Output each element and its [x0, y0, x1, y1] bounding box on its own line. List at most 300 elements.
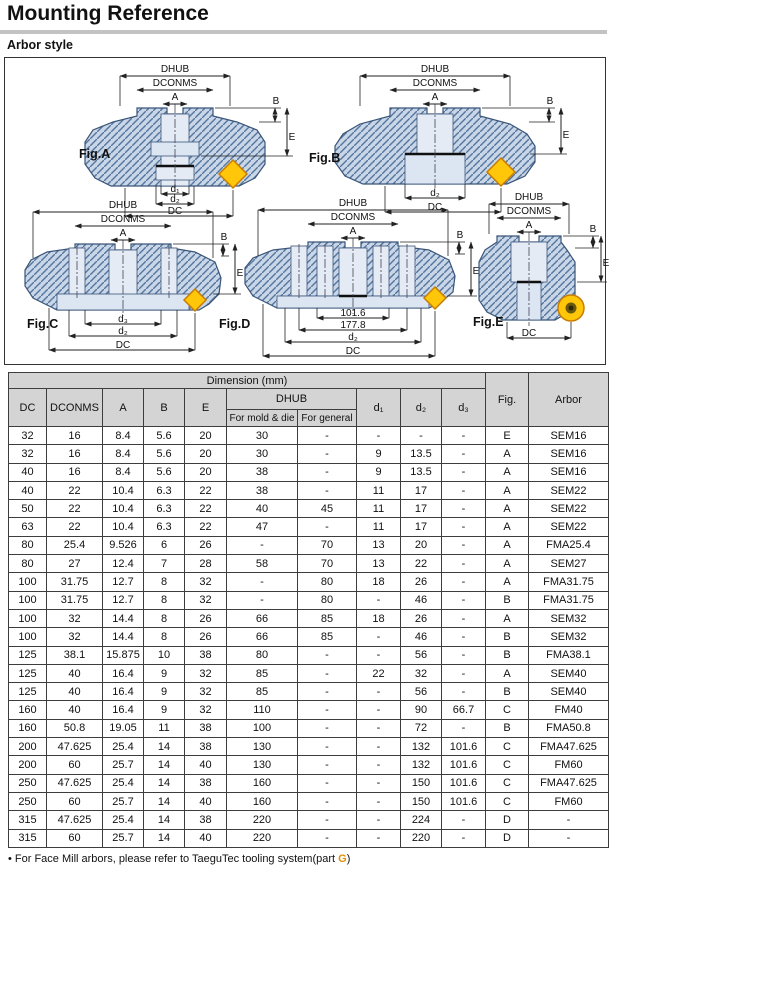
svg-text:DC: DC: [521, 328, 537, 339]
table-cell: 40: [227, 500, 298, 518]
table-cell: -: [442, 573, 486, 591]
svg-text:A: A: [431, 92, 439, 103]
table-cell: 132: [401, 738, 442, 756]
table-cell: 40: [9, 463, 47, 481]
table-cell: -: [298, 756, 357, 774]
table-cell: 10.4: [103, 500, 144, 518]
table-cell: FM40: [529, 701, 609, 719]
svg-text:d₁: d₁: [170, 184, 180, 195]
svg-text:B: B: [589, 224, 597, 235]
table-cell: 160: [9, 719, 47, 737]
table-cell: -: [442, 591, 486, 609]
table-cell: 6.3: [144, 518, 185, 536]
fig-c-diagram: [13, 198, 243, 363]
table-cell: FM60: [529, 792, 609, 810]
table-cell: -: [298, 646, 357, 664]
col-header-dhub-general: For general: [298, 410, 357, 427]
table-cell: -: [357, 427, 401, 445]
table-cell: 16: [47, 463, 103, 481]
table-cell: 250: [9, 774, 47, 792]
svg-text:DHUB: DHUB: [108, 200, 138, 211]
table-row: [9, 609, 609, 627]
table-cell: 10: [144, 646, 185, 664]
table-cell: 60: [47, 792, 103, 810]
table-cell: 22: [357, 664, 401, 682]
table-cell: B: [486, 591, 529, 609]
table-cell: 17: [401, 481, 442, 499]
table-cell: 30: [227, 445, 298, 463]
table-row: [9, 628, 609, 646]
table-cell: 130: [227, 738, 298, 756]
table-cell: C: [486, 738, 529, 756]
table-cell: 18: [357, 609, 401, 627]
table-cell: 70: [298, 536, 357, 554]
table-row: [9, 719, 609, 737]
table-cell: 5.6: [144, 463, 185, 481]
table-header: [9, 373, 609, 427]
svg-text:DHUB: DHUB: [338, 198, 368, 209]
table-cell: 45: [298, 500, 357, 518]
table-cell: 72: [401, 719, 442, 737]
table-cell: -: [442, 555, 486, 573]
table-cell: 32: [9, 427, 47, 445]
table-cell: A: [486, 555, 529, 573]
table-cell: 101.6: [442, 774, 486, 792]
table-cell: D: [486, 811, 529, 829]
table-row: [9, 756, 609, 774]
table-cell: 110: [227, 701, 298, 719]
col-header-a: A: [103, 389, 144, 427]
table-cell: 47.625: [47, 811, 103, 829]
svg-text:A: A: [525, 220, 533, 231]
table-cell: 31.75: [47, 591, 103, 609]
table-cell: 150: [401, 774, 442, 792]
table-row: [9, 774, 609, 792]
table-cell: 26: [401, 573, 442, 591]
table-cell: 32: [185, 701, 227, 719]
table-cell: A: [486, 463, 529, 481]
svg-text:A: A: [349, 226, 357, 237]
table-cell: 16.4: [103, 683, 144, 701]
col-header-dconms: DCONMS: [47, 389, 103, 427]
table-row: [9, 792, 609, 810]
table-cell: 40: [47, 664, 103, 682]
table-cell: 14: [144, 829, 185, 847]
table-cell: 22: [47, 500, 103, 518]
table-cell: 38.1: [47, 646, 103, 664]
table-cell: -: [442, 683, 486, 701]
table-cell: C: [486, 792, 529, 810]
table-cell: -: [298, 683, 357, 701]
svg-text:E: E: [236, 268, 244, 279]
table-cell: 6.3: [144, 500, 185, 518]
table-cell: 100: [9, 628, 47, 646]
table-cell: A: [486, 500, 529, 518]
table-cell: B: [486, 628, 529, 646]
table-cell: 13.5: [401, 463, 442, 481]
table-cell: -: [357, 792, 401, 810]
table-cell: 27: [47, 555, 103, 573]
table-cell: -: [298, 719, 357, 737]
table-cell: A: [486, 573, 529, 591]
col-header-dhub: DHUB: [227, 389, 357, 410]
dimension-table: [8, 372, 609, 848]
table-cell: 22: [185, 481, 227, 499]
table-cell: 100: [227, 719, 298, 737]
svg-text:101.6: 101.6: [340, 308, 366, 319]
table-cell: 17: [401, 500, 442, 518]
table-cell: 22: [185, 500, 227, 518]
table-cell: 200: [9, 738, 47, 756]
table-cell: A: [486, 518, 529, 536]
svg-text:E: E: [602, 258, 610, 269]
table-cell: SEM40: [529, 683, 609, 701]
table-cell: 40: [185, 792, 227, 810]
table-cell: 70: [298, 555, 357, 573]
table-cell: 14.4: [103, 628, 144, 646]
svg-text:d₃: d₃: [118, 314, 128, 325]
table-cell: 80: [298, 573, 357, 591]
table-cell: -: [442, 481, 486, 499]
table-cell: 85: [298, 628, 357, 646]
table-cell: 100: [9, 591, 47, 609]
table-cell: 15.875: [103, 646, 144, 664]
footnote-text: • For Face Mill arbors, please refer to TaeguTec tooling system(part: [8, 853, 339, 865]
table-cell: 66: [227, 628, 298, 646]
table-cell: 85: [227, 683, 298, 701]
table-cell: -: [442, 518, 486, 536]
svg-text:E: E: [562, 130, 570, 141]
fig-e-label: Fig.E: [473, 315, 504, 329]
table-row: [9, 500, 609, 518]
table-cell: 38: [185, 719, 227, 737]
table-cell: 12.4: [103, 555, 144, 573]
table-cell: SEM27: [529, 555, 609, 573]
fig-d-label: Fig.D: [219, 317, 251, 331]
table-cell: 220: [401, 829, 442, 847]
table-row: [9, 518, 609, 536]
table-cell: -: [357, 774, 401, 792]
table-cell: 18: [357, 573, 401, 591]
table-cell: 80: [298, 591, 357, 609]
table-cell: 40: [47, 683, 103, 701]
table-cell: 28: [185, 555, 227, 573]
table-cell: 50: [9, 500, 47, 518]
svg-text:DCONMS: DCONMS: [100, 214, 146, 225]
table-cell: 14: [144, 811, 185, 829]
table-row: [9, 591, 609, 609]
col-header-d1: d₁: [357, 389, 401, 427]
table-cell: 30: [227, 427, 298, 445]
table-cell: 85: [298, 609, 357, 627]
table-row: [9, 463, 609, 481]
table-cell: 32: [47, 628, 103, 646]
table-cell: 132: [401, 756, 442, 774]
table-cell: 47: [227, 518, 298, 536]
table-cell: 32: [9, 445, 47, 463]
table-cell: C: [486, 774, 529, 792]
table-cell: -: [442, 719, 486, 737]
table-cell: 80: [9, 536, 47, 554]
table-cell: 13.5: [401, 445, 442, 463]
svg-text:B: B: [272, 96, 280, 107]
table-row: [9, 811, 609, 829]
table-row: [9, 829, 609, 847]
table-cell: A: [486, 664, 529, 682]
table-cell: 46: [401, 591, 442, 609]
table-cell: 58: [227, 555, 298, 573]
table-cell: 8: [144, 573, 185, 591]
table-cell: 32: [185, 664, 227, 682]
table-cell: 11: [357, 500, 401, 518]
table-cell: -: [298, 427, 357, 445]
table-cell: 38: [185, 646, 227, 664]
svg-text:177.8: 177.8: [340, 320, 366, 331]
table-cell: -: [357, 628, 401, 646]
table-cell: SEM16: [529, 463, 609, 481]
table-cell: 14: [144, 774, 185, 792]
table-cell: -: [298, 463, 357, 481]
table-cell: 60: [47, 756, 103, 774]
table-cell: 9: [357, 463, 401, 481]
svg-text:DCONMS: DCONMS: [412, 78, 458, 89]
table-cell: SEM16: [529, 427, 609, 445]
table-cell: -: [298, 701, 357, 719]
fig-a-label: Fig.A: [79, 147, 111, 161]
table-cell: -: [298, 811, 357, 829]
table-cell: 160: [9, 701, 47, 719]
table-cell: C: [486, 701, 529, 719]
table-cell: 5.6: [144, 427, 185, 445]
table-cell: FMA31.75: [529, 591, 609, 609]
fig-c-label: Fig.C: [27, 317, 59, 331]
table-cell: -: [442, 445, 486, 463]
table-cell: -: [529, 829, 609, 847]
table-row: [9, 481, 609, 499]
table-cell: 20: [401, 536, 442, 554]
table-cell: 6.3: [144, 481, 185, 499]
table-cell: -: [442, 427, 486, 445]
table-cell: 9.526: [103, 536, 144, 554]
table-cell: 200: [9, 756, 47, 774]
table-row: [9, 664, 609, 682]
svg-text:DCONMS: DCONMS: [152, 78, 198, 89]
table-cell: 16: [47, 445, 103, 463]
table-cell: 50.8: [47, 719, 103, 737]
table-cell: 14: [144, 792, 185, 810]
table-cell: 20: [185, 427, 227, 445]
table-cell: SEM40: [529, 664, 609, 682]
table-cell: 14: [144, 756, 185, 774]
table-cell: 10.4: [103, 481, 144, 499]
table-cell: D: [486, 829, 529, 847]
table-cell: 20: [185, 463, 227, 481]
svg-text:A: A: [119, 228, 127, 239]
table-cell: 14: [144, 738, 185, 756]
table-cell: 11: [144, 719, 185, 737]
table-cell: 8: [144, 609, 185, 627]
table-cell: B: [486, 719, 529, 737]
table-cell: 160: [227, 792, 298, 810]
table-row: [9, 701, 609, 719]
table-cell: 25.4: [47, 536, 103, 554]
table-cell: 80: [227, 646, 298, 664]
table-cell: -: [442, 536, 486, 554]
table-cell: 125: [9, 664, 47, 682]
table-cell: 56: [401, 646, 442, 664]
table-cell: -: [357, 738, 401, 756]
table-cell: -: [442, 829, 486, 847]
svg-text:DCONMS: DCONMS: [330, 212, 376, 223]
table-cell: 16: [47, 427, 103, 445]
table-cell: -: [298, 774, 357, 792]
table-cell: -: [442, 628, 486, 646]
table-cell: 60: [47, 829, 103, 847]
table-cell: 16.4: [103, 664, 144, 682]
svg-text:DHUB: DHUB: [420, 64, 450, 75]
table-cell: FM60: [529, 756, 609, 774]
svg-text:DC: DC: [345, 346, 361, 357]
table-cell: 315: [9, 811, 47, 829]
table-cell: 25.7: [103, 829, 144, 847]
table-cell: 16.4: [103, 701, 144, 719]
table-cell: FMA25.4: [529, 536, 609, 554]
svg-text:DC: DC: [115, 340, 131, 351]
footnote: [8, 853, 350, 865]
table-cell: 5.6: [144, 445, 185, 463]
table-cell: FMA38.1: [529, 646, 609, 664]
table-cell: E: [486, 427, 529, 445]
table-cell: 160: [227, 774, 298, 792]
table-body: [9, 427, 609, 848]
table-cell: -: [401, 427, 442, 445]
table-cell: 46: [401, 628, 442, 646]
fig-e-insert: [558, 295, 584, 321]
table-row: [9, 427, 609, 445]
table-cell: -: [442, 646, 486, 664]
table-cell: -: [298, 792, 357, 810]
table-cell: 38: [227, 463, 298, 481]
svg-text:d₂: d₂: [430, 188, 440, 199]
table-cell: -: [442, 811, 486, 829]
table-cell: 80: [9, 555, 47, 573]
table-row: [9, 646, 609, 664]
table-cell: SEM22: [529, 500, 609, 518]
svg-text:B: B: [546, 96, 554, 107]
table-cell: 32: [401, 664, 442, 682]
table-cell: -: [298, 829, 357, 847]
table-row: [9, 683, 609, 701]
table-cell: 101.6: [442, 756, 486, 774]
table-cell: 25.4: [103, 811, 144, 829]
svg-text:E: E: [472, 266, 480, 277]
table-cell: A: [486, 609, 529, 627]
table-cell: -: [442, 609, 486, 627]
table-cell: 25.4: [103, 774, 144, 792]
table-cell: 66.7: [442, 701, 486, 719]
table-cell: 20: [185, 445, 227, 463]
table-cell: -: [227, 536, 298, 554]
table-cell: 26: [185, 536, 227, 554]
table-cell: 7: [144, 555, 185, 573]
col-header-dc: DC: [9, 389, 47, 427]
table-cell: 26: [401, 609, 442, 627]
fig-d-diagram: [213, 196, 483, 366]
table-cell: 150: [401, 792, 442, 810]
table-cell: 63: [9, 518, 47, 536]
table-cell: 220: [227, 829, 298, 847]
table-cell: 8: [144, 628, 185, 646]
table-cell: FMA47.625: [529, 738, 609, 756]
table-cell: -: [357, 719, 401, 737]
table-cell: 10.4: [103, 518, 144, 536]
table-cell: 100: [9, 573, 47, 591]
table-cell: -: [357, 811, 401, 829]
svg-text:DC: DC: [427, 202, 443, 213]
svg-text:B: B: [220, 232, 228, 243]
table-cell: 17: [401, 518, 442, 536]
table-cell: 315: [9, 829, 47, 847]
fig-d-body: [245, 238, 455, 314]
table-cell: A: [486, 445, 529, 463]
table-cell: SEM22: [529, 518, 609, 536]
table-cell: SEM32: [529, 628, 609, 646]
table-cell: 38: [185, 811, 227, 829]
table-cell: 32: [185, 573, 227, 591]
table-cell: 22: [401, 555, 442, 573]
arbor-style-diagram-panel: [4, 57, 610, 365]
table-cell: B: [486, 683, 529, 701]
table-cell: 32: [47, 609, 103, 627]
table-cell: 101.6: [442, 738, 486, 756]
table-cell: 101.6: [442, 792, 486, 810]
table-cell: 6: [144, 536, 185, 554]
table-row: [9, 573, 609, 591]
table-row: [9, 445, 609, 463]
table-row: [9, 555, 609, 573]
table-cell: SEM16: [529, 445, 609, 463]
table-cell: -: [298, 445, 357, 463]
table-cell: 25.7: [103, 756, 144, 774]
table-cell: -: [357, 683, 401, 701]
svg-text:d₂: d₂: [348, 332, 358, 343]
fig-b-label: Fig.B: [309, 151, 341, 165]
table-cell: 47.625: [47, 774, 103, 792]
table-cell: FMA31.75: [529, 573, 609, 591]
svg-text:d₂: d₂: [118, 326, 128, 337]
table-cell: -: [227, 573, 298, 591]
table-cell: -: [442, 664, 486, 682]
table-cell: 47.625: [47, 738, 103, 756]
title-divider: [0, 30, 607, 34]
table-cell: 9: [144, 701, 185, 719]
table-cell: 66: [227, 609, 298, 627]
table-cell: -: [357, 756, 401, 774]
svg-text:DHUB: DHUB: [160, 64, 190, 75]
table-cell: 13: [357, 555, 401, 573]
table-cell: 100: [9, 609, 47, 627]
col-header-e: E: [185, 389, 227, 427]
table-cell: -: [227, 591, 298, 609]
col-header-dhub-mold: For mold & die: [227, 410, 298, 427]
table-cell: 12.7: [103, 591, 144, 609]
table-cell: 11: [357, 481, 401, 499]
table-cell: 22: [47, 481, 103, 499]
svg-text:E: E: [288, 132, 296, 143]
table-cell: SEM32: [529, 609, 609, 627]
table-cell: 25.4: [103, 738, 144, 756]
table-cell: 14.4: [103, 609, 144, 627]
